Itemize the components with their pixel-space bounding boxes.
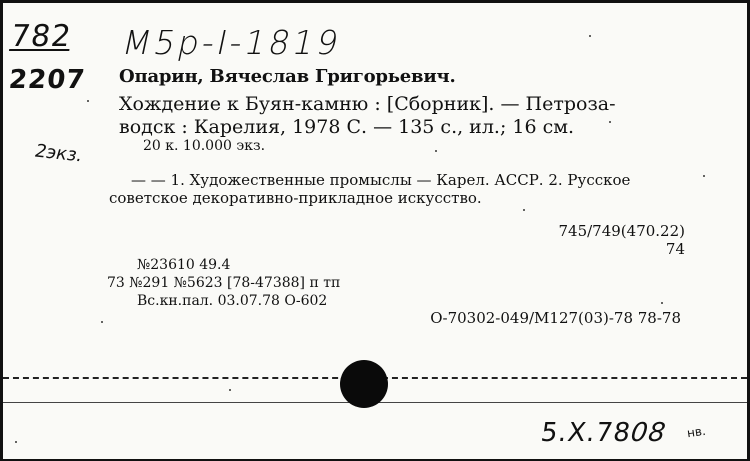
handwritten-signature: нв. bbox=[686, 423, 707, 441]
subject-headings-line-1: — — 1. Художественные промыслы — Карел. АССР. 2. Русское bbox=[131, 171, 631, 189]
handwritten-shelf-mark: 782 bbox=[8, 19, 74, 54]
price-and-print-run: 20 к. 10.000 экз. bbox=[143, 138, 266, 154]
book-chamber-date: Вс.кн.пал. 03.07.78 О-602 bbox=[137, 293, 328, 309]
handwritten-inventory-number bbox=[539, 418, 668, 448]
speck bbox=[15, 441, 17, 443]
title-line-2: водск : Карелия, 1978 С. — 135 с., ил.; 16 см. bbox=[119, 116, 575, 138]
punch-hole bbox=[340, 360, 388, 408]
handwritten-copies-note: 2экз. bbox=[32, 140, 86, 167]
speck bbox=[609, 121, 611, 123]
order-numbers: 73 №291 №5623 [78-47388] п тп bbox=[107, 275, 341, 291]
speck bbox=[101, 321, 103, 323]
speck bbox=[523, 209, 525, 211]
handwritten-call-number: М5р-I-1819 bbox=[118, 23, 346, 62]
speck bbox=[661, 302, 663, 304]
subject-headings-line-2: советское декоративно-прикладное искусство. bbox=[109, 189, 482, 207]
title-line-1: Хождение к Буян-камню : [Сборник]. — Петроза- bbox=[119, 93, 616, 115]
speck bbox=[703, 175, 705, 177]
speck bbox=[435, 150, 437, 152]
speck bbox=[87, 100, 89, 102]
inventory-date: 5.X.78 bbox=[538, 418, 634, 448]
author-heading: Опарин, Вячеслав Григорьевич. bbox=[119, 66, 456, 87]
publisher-index-code: О-70302-049/М127(03)-78 78-78 bbox=[430, 309, 681, 327]
speck bbox=[589, 35, 591, 37]
card-number: №23610 49.4 bbox=[137, 257, 231, 273]
speck bbox=[229, 389, 231, 391]
handwritten-accession-number: 2207 bbox=[7, 65, 87, 95]
inventory-suffix: 08 bbox=[628, 418, 669, 448]
classification-code: 745/749(470.22) bbox=[558, 222, 685, 240]
classification-code-secondary: 74 bbox=[665, 240, 685, 258]
